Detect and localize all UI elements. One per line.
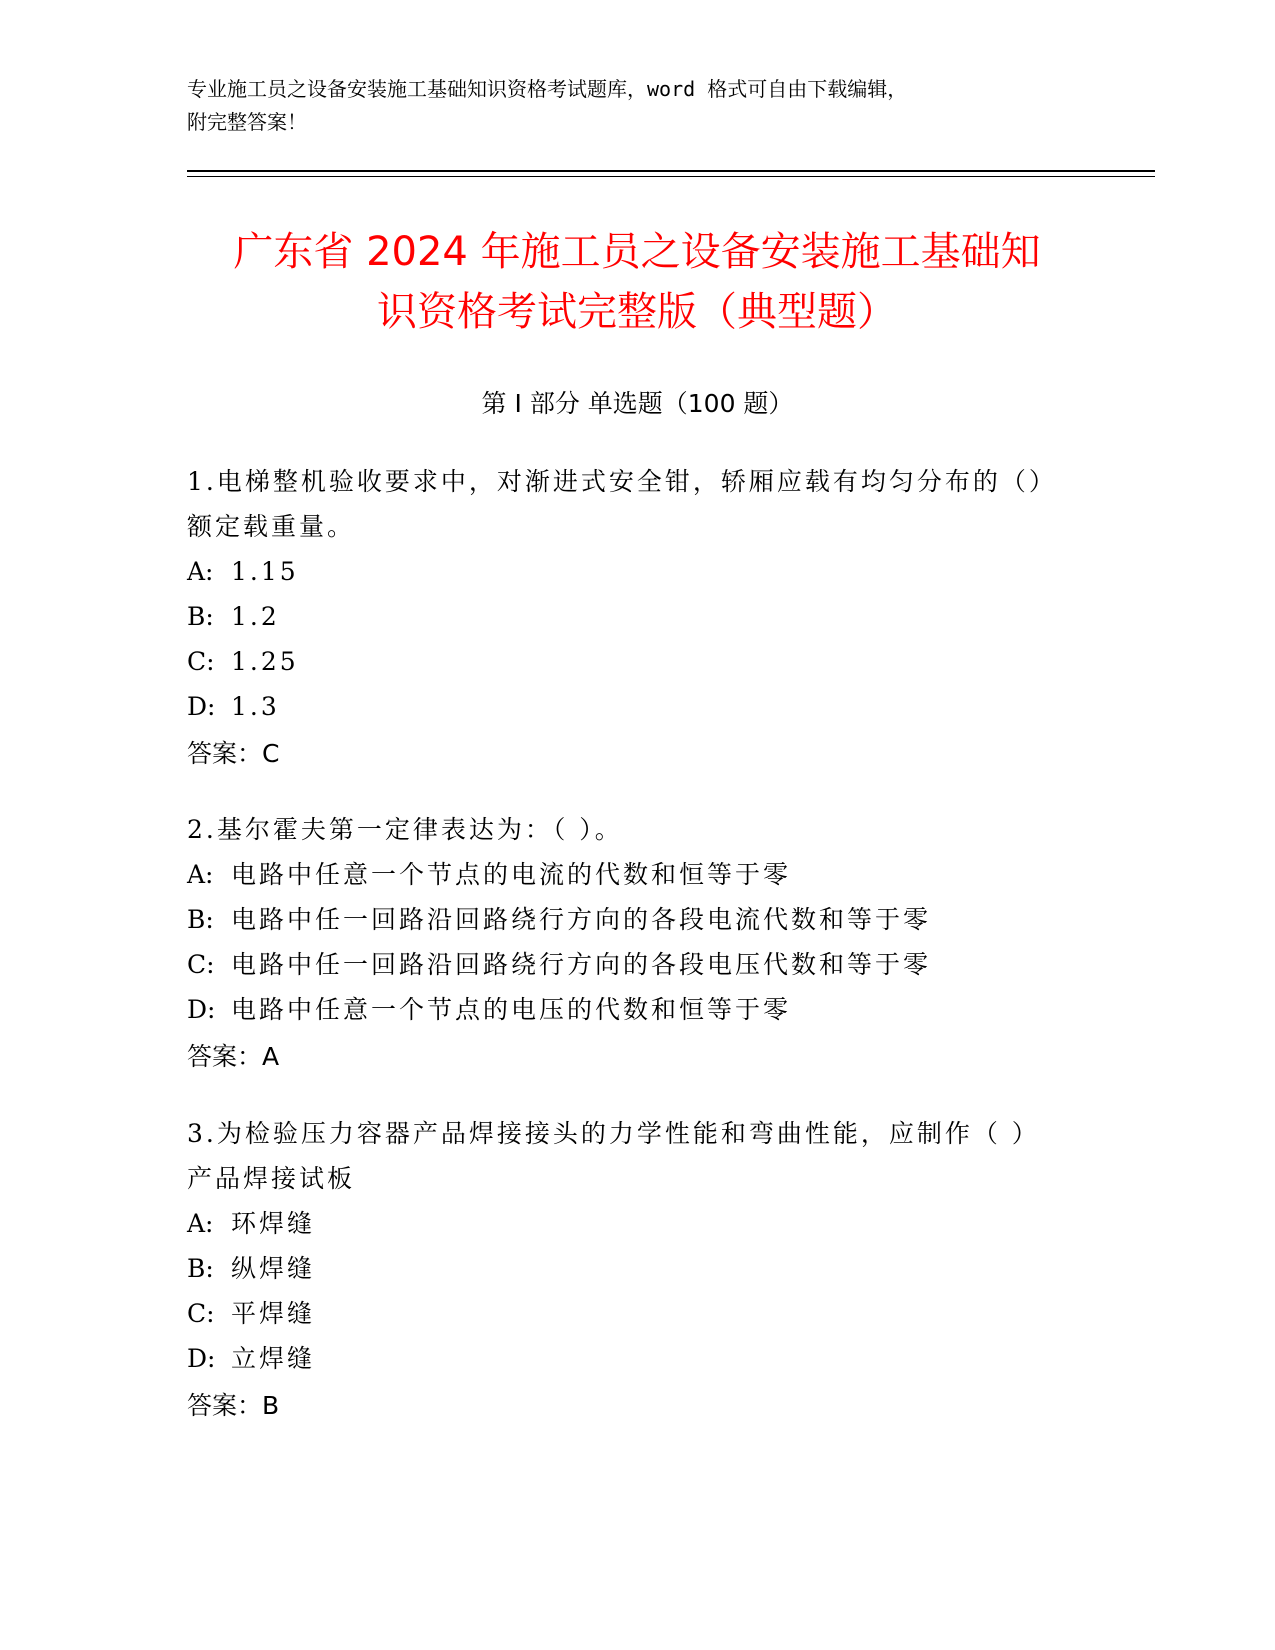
question-1 <box>187 459 1067 776</box>
option-text: 电路中任意一个节点的电压的代数和恒等于零 <box>231 995 792 1024</box>
question-2 <box>187 807 1067 1079</box>
question-text: 2.基尔霍夫第一定律表达为：（ ）。 <box>187 815 623 844</box>
option-key: B: <box>187 905 214 934</box>
option-text: 立焊缝 <box>231 1344 316 1373</box>
option-key: D: <box>187 995 216 1024</box>
option-text: 平焊缝 <box>231 1299 316 1328</box>
option-d <box>187 1336 1067 1381</box>
option-b <box>187 594 1067 639</box>
option-d <box>187 684 1067 729</box>
question-3 <box>187 1111 1067 1428</box>
option-d <box>187 987 1067 1032</box>
header-divider-bottom <box>187 176 1155 177</box>
option-c <box>187 942 1067 987</box>
answer: 答案：B <box>187 1391 280 1420</box>
option-text: 1.15 <box>231 557 299 586</box>
option-key: C: <box>187 1299 215 1328</box>
header-note-line1: 专业施工员之设备安装施工基础知识资格考试题库，word 格式可自由下载编辑， <box>187 77 908 101</box>
option-a <box>187 1201 1067 1246</box>
option-key: D: <box>187 1344 216 1373</box>
option-text: 电路中任一回路沿回路绕行方向的各段电压代数和等于零 <box>231 950 932 979</box>
option-c <box>187 639 1067 684</box>
answer: 答案：A <box>187 1042 280 1071</box>
option-b <box>187 1246 1067 1291</box>
header-note <box>187 73 1087 139</box>
option-a <box>187 549 1067 594</box>
option-key: D: <box>187 692 216 721</box>
option-key: C: <box>187 950 215 979</box>
question-text: 3.为检验压力容器产品焊接接头的力学性能和弯曲性能，应制作（ ）产品焊接试板 <box>187 1119 1040 1193</box>
question-text: 1.电梯整机验收要求中，对渐进式安全钳，轿厢应载有均匀分布的（）额定载重量。 <box>187 467 1057 541</box>
option-text: 电路中任意一个节点的电流的代数和恒等于零 <box>231 860 792 889</box>
option-b <box>187 897 1067 942</box>
option-key: C: <box>187 647 215 676</box>
header-divider-top <box>187 170 1155 172</box>
option-key: A: <box>187 1209 214 1238</box>
section-title: 第 I 部分 单选题（100 题） <box>481 389 794 418</box>
option-text: 1.3 <box>231 692 280 721</box>
option-key: A: <box>187 860 214 889</box>
option-key: B: <box>187 602 214 631</box>
page-title-line1: 广东省 2024 年施工员之设备安装施工基础知 <box>233 229 1041 275</box>
page-title <box>187 222 1087 342</box>
option-text: 电路中任一回路沿回路绕行方向的各段电流代数和等于零 <box>231 905 932 934</box>
option-text: 环焊缝 <box>231 1209 316 1238</box>
answer: 答案：C <box>187 739 280 768</box>
option-c <box>187 1291 1067 1336</box>
option-key: B: <box>187 1254 214 1283</box>
option-key: A: <box>187 557 214 586</box>
option-text: 纵焊缝 <box>231 1254 316 1283</box>
option-text: 1.25 <box>231 647 299 676</box>
option-text: 1.2 <box>231 602 280 631</box>
header-note-line2: 附完整答案！ <box>187 110 307 134</box>
page-title-line2: 识资格考试完整版（典型题） <box>377 289 897 335</box>
option-a <box>187 852 1067 897</box>
